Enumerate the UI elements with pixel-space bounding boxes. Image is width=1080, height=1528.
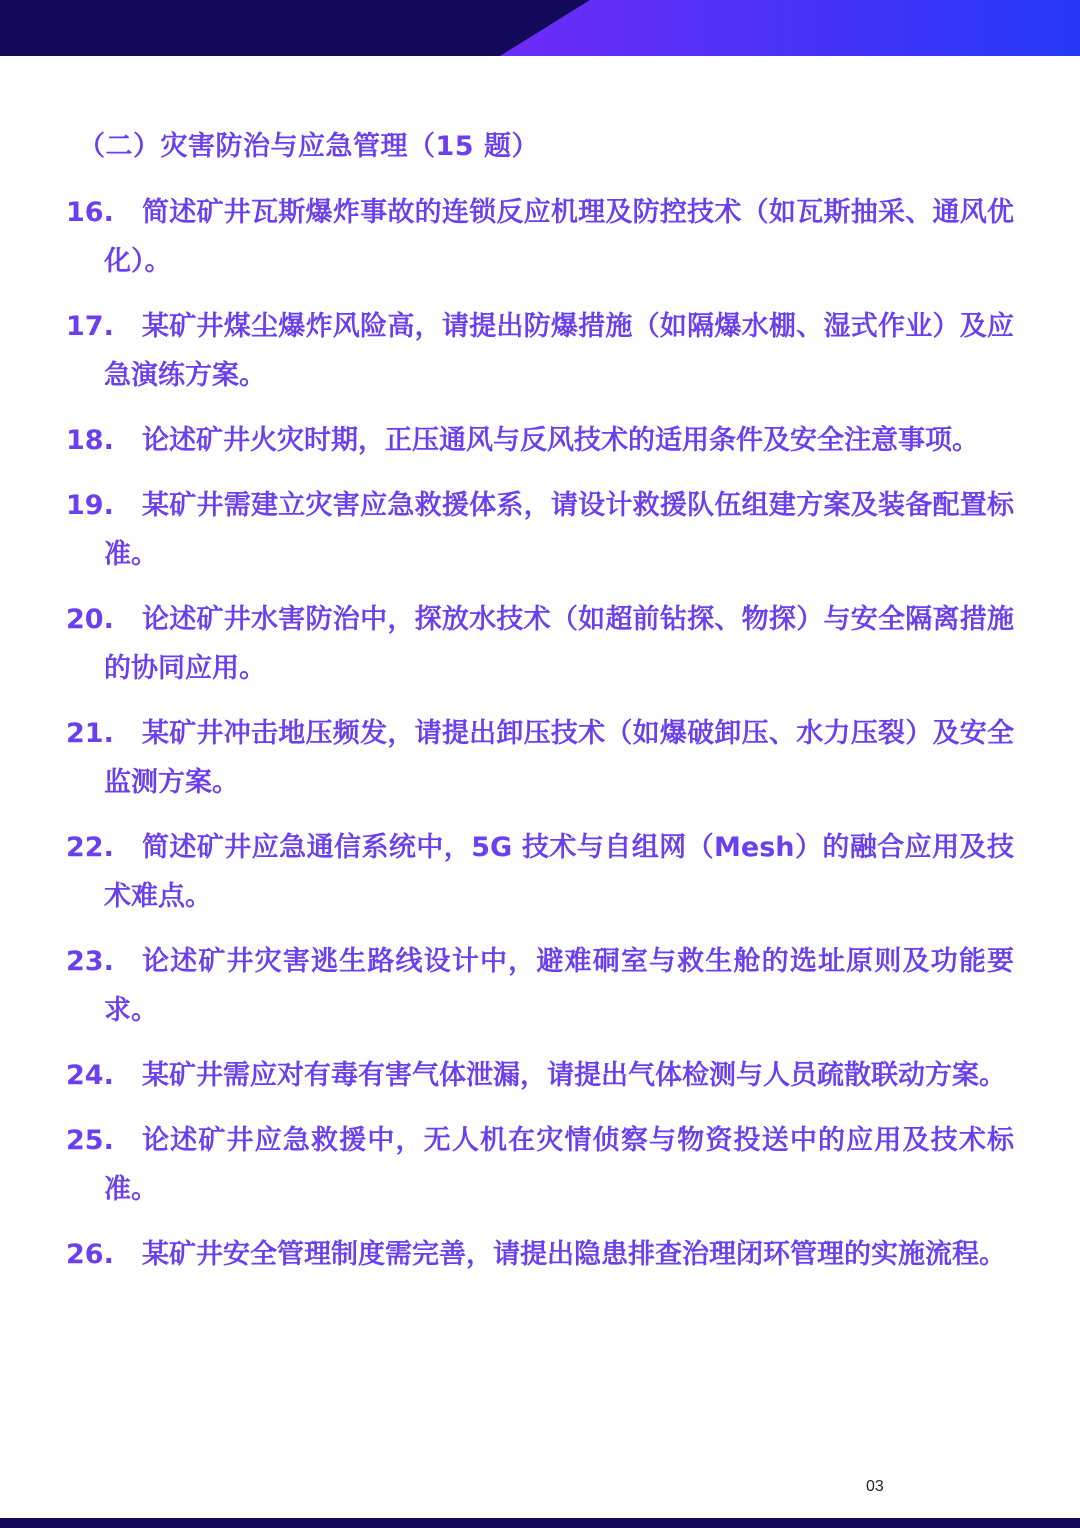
question-text: 某矿井煤尘爆炸风险高，请提出防爆措施（如隔爆水棚、湿式作业）及应急演练方案。 [104, 311, 1014, 391]
question-item [0, 1051, 1080, 1100]
question-number: 22. [66, 832, 114, 863]
question-text: 某矿井冲击地压频发，请提出卸压技术（如爆破卸压、水力压裂）及安全监测方案。 [104, 718, 1014, 798]
question-number: 17. [66, 311, 114, 342]
question-number: 24. [66, 1060, 114, 1091]
question-number: 23. [66, 946, 114, 977]
footer-band [0, 1518, 1080, 1528]
question-text: 论述矿井水害防治中，探放水技术（如超前钻探、物探）与安全隔离措施的协同应用。 [104, 604, 1014, 684]
question-number: 16. [66, 197, 114, 228]
question-item [0, 595, 1080, 693]
question-item [0, 188, 1080, 286]
question-text: 某矿井需应对有毒有害气体泄漏，请提出气体检测与人员疏散联动方案。 [142, 1060, 1006, 1091]
question-text: 论述矿井应急救援中，无人机在灾情侦察与物资投送中的应用及技术标准。 [104, 1125, 1014, 1205]
question-item [0, 416, 1080, 465]
question-number: 19. [66, 490, 114, 521]
question-text: 论述矿井灾害逃生路线设计中，避难硐室与救生舱的选址原则及功能要求。 [104, 946, 1014, 1026]
question-number: 20. [66, 604, 114, 635]
question-text: 论述矿井火灾时期，正压通风与反风技术的适用条件及安全注意事项。 [142, 425, 979, 456]
question-item [0, 481, 1080, 579]
question-text: 简述矿井瓦斯爆炸事故的连锁反应机理及防控技术（如瓦斯抽采、通风优化）。 [104, 197, 1014, 277]
question-number: 25. [66, 1125, 114, 1156]
question-item [0, 823, 1080, 921]
question-item [0, 1116, 1080, 1214]
question-item [0, 302, 1080, 400]
question-number: 21. [66, 718, 114, 749]
question-item [0, 937, 1080, 1035]
page-number: 03 [866, 1478, 884, 1495]
question-list [0, 188, 1080, 1295]
question-item [0, 1230, 1080, 1279]
question-text: 简述矿井应急通信系统中，5G 技术与自组网（Mesh）的融合应用及技术难点。 [104, 832, 1014, 912]
question-text: 某矿井安全管理制度需完善，请提出隐患排查治理闭环管理的实施流程。 [142, 1239, 1006, 1270]
question-number: 26. [66, 1239, 114, 1270]
question-item [0, 709, 1080, 807]
question-text: 某矿井需建立灾害应急救援体系，请设计救援队伍组建方案及装备配置标准。 [104, 490, 1014, 570]
section-title: （二）灾害防治与应急管理（15 题） [78, 131, 539, 162]
question-number: 18. [66, 425, 114, 456]
